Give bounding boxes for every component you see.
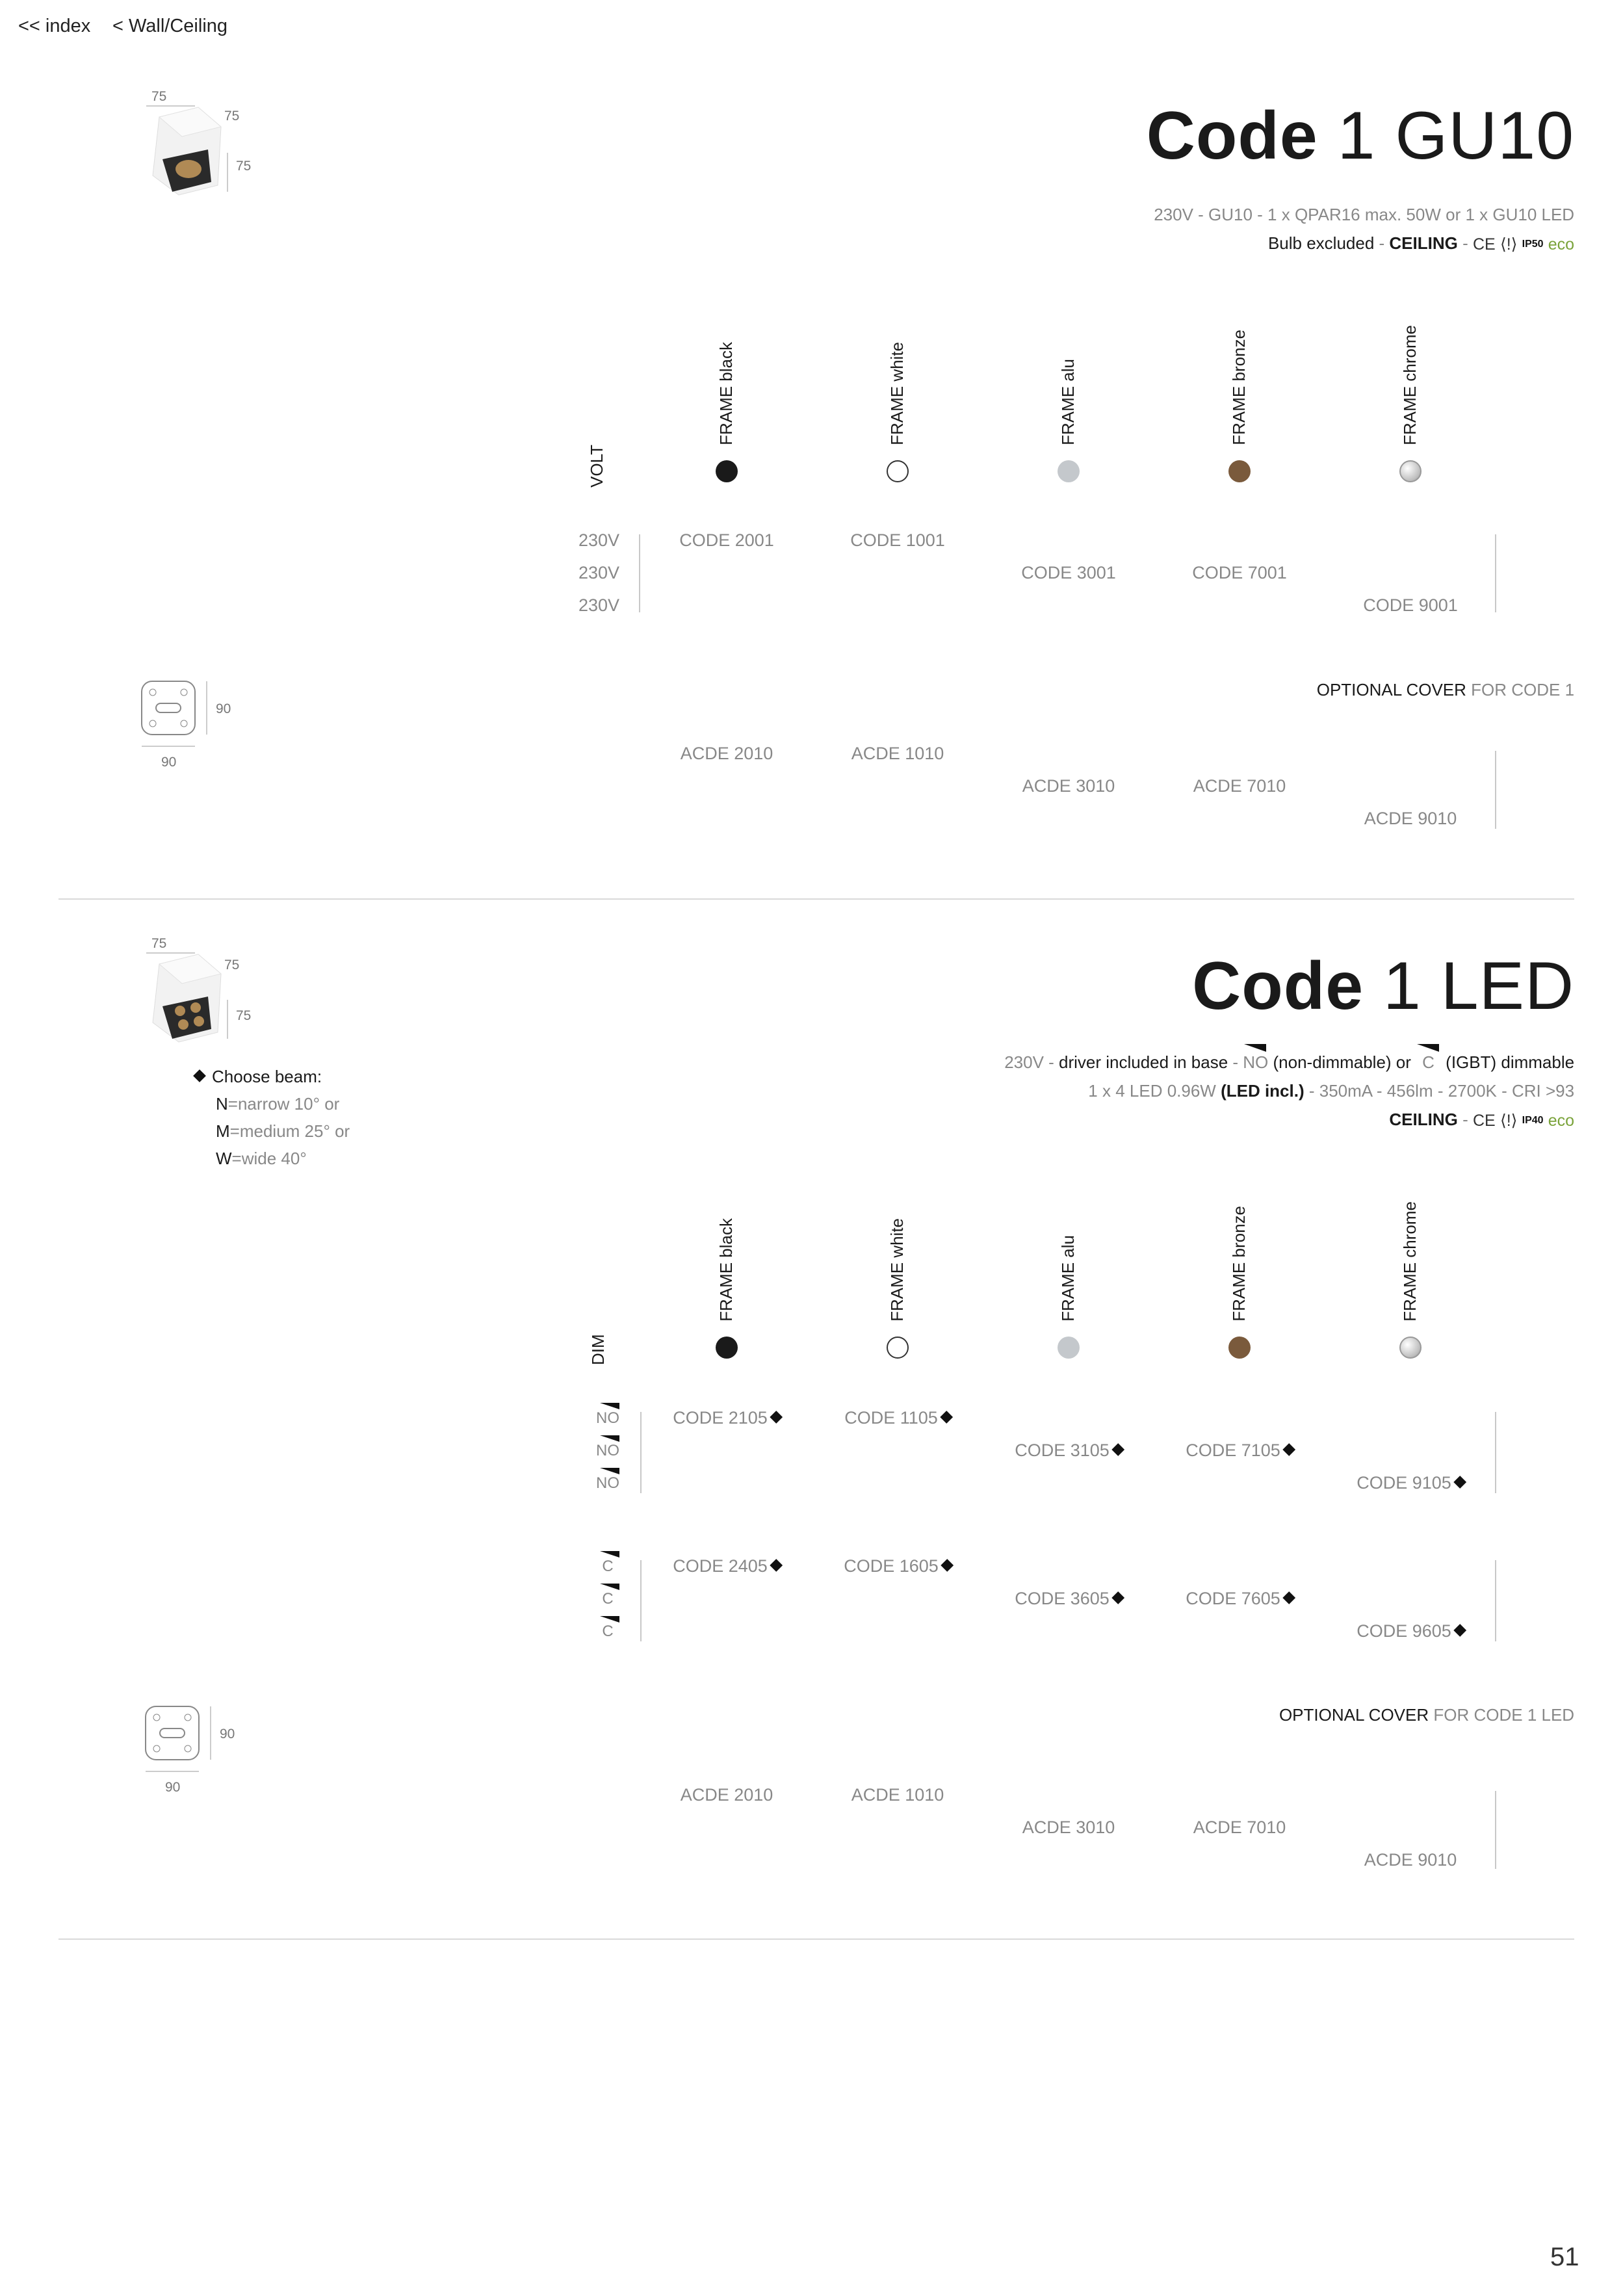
product-code[interactable]: CODE 9105 bbox=[1357, 1473, 1464, 1493]
index-link[interactable]: << index bbox=[18, 16, 91, 36]
cover-dim-h: 90 bbox=[216, 701, 231, 716]
frame-color-swatch[interactable] bbox=[716, 1337, 738, 1359]
cover-dim-h: 90 bbox=[220, 1727, 235, 1742]
volt-row-2: 230V bbox=[578, 563, 620, 582]
volt-row-3: 230V bbox=[578, 595, 620, 615]
product-code[interactable]: ACDE 1010 bbox=[851, 744, 944, 763]
product-code[interactable]: ACDE 3010 bbox=[1022, 776, 1115, 796]
dim-indicator-no: NO bbox=[595, 1468, 621, 1491]
product-code[interactable]: CODE 7605 bbox=[1186, 1589, 1293, 1609]
diamond-icon bbox=[940, 1411, 953, 1424]
optional-cover-label-led: OPTIONAL COVER FOR CODE 1 LED bbox=[1279, 1705, 1575, 1725]
product-image-led bbox=[133, 935, 263, 1052]
dim-header: DIM bbox=[588, 1334, 608, 1365]
section-divider-2 bbox=[58, 1938, 1574, 1940]
diamond-icon bbox=[941, 1559, 954, 1572]
cover-dim-w: 90 bbox=[161, 755, 177, 770]
beam-note: Choose beam: N=narrow 10° or M=medium 25° or W=wide 40° bbox=[195, 1063, 350, 1172]
spec-line-1: 230V - GU10 - 1 x QPAR16 max. 50W or 1 x GU10 LED bbox=[1154, 205, 1575, 224]
table-left-divider-c bbox=[640, 1560, 642, 1641]
product-code[interactable]: CODE 3605 bbox=[1015, 1589, 1123, 1609]
product-code[interactable]: CODE 3105 bbox=[1015, 1441, 1123, 1461]
product-code[interactable]: ACDE 2010 bbox=[680, 1785, 773, 1805]
product-code[interactable]: CODE 3001 bbox=[1021, 563, 1116, 582]
product-code[interactable]: CODE 1001 bbox=[850, 530, 945, 550]
frame-label: FRAME black bbox=[716, 342, 736, 445]
product-code[interactable]: ACDE 7010 bbox=[1193, 776, 1286, 796]
mount-type: CEILING bbox=[1389, 1110, 1458, 1129]
frame-color-swatch[interactable] bbox=[887, 1337, 909, 1359]
frame-label: FRAME bronze bbox=[1229, 330, 1249, 445]
frame-color-swatch[interactable] bbox=[887, 460, 909, 482]
class-warning-icon: ⟨!⟩ bbox=[1500, 1112, 1518, 1130]
non-dim-icon bbox=[1244, 1044, 1266, 1052]
eco-icon: eco bbox=[1548, 1112, 1575, 1130]
frame-color-swatch[interactable] bbox=[1399, 460, 1422, 482]
product-code[interactable]: ACDE 7010 bbox=[1193, 1818, 1286, 1837]
volt-row-1: 230V bbox=[578, 530, 620, 550]
frame-color-swatch[interactable] bbox=[1058, 1337, 1080, 1359]
product-code[interactable]: CODE 9605 bbox=[1357, 1621, 1464, 1641]
product-code[interactable]: CODE 7105 bbox=[1186, 1441, 1293, 1461]
cover-right-divider bbox=[1495, 751, 1496, 829]
bulb-excluded: Bulb excluded bbox=[1267, 233, 1375, 253]
frame-color-swatch[interactable] bbox=[1058, 460, 1080, 482]
product-code[interactable]: ACDE 9010 bbox=[1364, 1850, 1457, 1870]
spec-block-gu10: 230V - GU10 - 1 x QPAR16 max. 50W or 1 x GU10 LED Bulb excluded - CEILING - CE ⟨!⟩ IP50 eco bbox=[1154, 200, 1574, 259]
diamond-icon bbox=[770, 1411, 783, 1424]
diamond-icon bbox=[1282, 1443, 1295, 1456]
ip-rating-badge: IP50 bbox=[1522, 239, 1544, 250]
volt-header: VOLT bbox=[587, 445, 606, 488]
product-code[interactable]: CODE 2405 bbox=[673, 1556, 781, 1576]
product-code[interactable]: CODE 2105 bbox=[673, 1408, 781, 1428]
ip-rating-badge: IP40 bbox=[1522, 1115, 1544, 1127]
product-code[interactable]: ACDE 9010 bbox=[1364, 809, 1457, 828]
diamond-icon bbox=[1453, 1624, 1466, 1637]
spec-block-led: 230V - driver included in base - NO (non-dimmable) or C (IGBT) dimmable 1 x 4 LED 0.96W (LED incl.) - 350mA - 456lm - 2700K - CRI >93 CEILING - CE ⟨!⟩ IP40 eco bbox=[1004, 1048, 1574, 1135]
frame-color-swatch[interactable] bbox=[1228, 1337, 1251, 1359]
product-code[interactable]: ACDE 3010 bbox=[1022, 1818, 1115, 1837]
diamond-icon bbox=[1111, 1443, 1124, 1456]
cover-dim-w: 90 bbox=[165, 1780, 181, 1795]
dim-indicator-c: C bbox=[595, 1584, 621, 1607]
product-title-led: Code 1 LED bbox=[1192, 948, 1575, 1024]
dim-indicator-c: C bbox=[595, 1551, 621, 1574]
ce-mark-icon: CE bbox=[1472, 235, 1496, 254]
product-code[interactable]: CODE 7001 bbox=[1192, 563, 1287, 582]
category-link[interactable]: < Wall/Ceiling bbox=[112, 16, 228, 36]
dim-indicator-no: NO bbox=[595, 1435, 621, 1459]
product-code[interactable]: CODE 1105 bbox=[844, 1408, 951, 1428]
dimmable-icon bbox=[1417, 1044, 1439, 1052]
product-code[interactable]: ACDE 2010 bbox=[680, 744, 773, 763]
dim-h: 75 bbox=[236, 1008, 252, 1023]
product-image-gu10 bbox=[133, 88, 263, 205]
eco-icon: eco bbox=[1548, 235, 1575, 254]
frame-color-swatch[interactable] bbox=[716, 460, 738, 482]
dim-indicator-c: C bbox=[595, 1616, 621, 1639]
spec-line-1: 230V - driver included in base - NO (non-dimmable) or C (IGBT) dimmable bbox=[1004, 1048, 1574, 1076]
frame-label: FRAME white bbox=[887, 342, 907, 445]
cover-image-led bbox=[140, 1701, 254, 1799]
dim-d: 75 bbox=[224, 958, 240, 972]
dim-indicator-no: NO bbox=[595, 1403, 621, 1426]
cover-right-divider bbox=[1495, 1791, 1496, 1869]
table-right-divider bbox=[1495, 534, 1496, 612]
ce-mark-icon: CE bbox=[1472, 1112, 1496, 1130]
table-right-divider-no bbox=[1495, 1412, 1496, 1493]
class-warning-icon: ⟨!⟩ bbox=[1500, 235, 1518, 254]
frame-label: FRAME alu bbox=[1058, 1235, 1078, 1322]
table-left-divider bbox=[639, 534, 640, 612]
section-divider-1 bbox=[58, 898, 1574, 900]
frame-color-swatch[interactable] bbox=[1399, 1337, 1422, 1359]
table-right-divider-c bbox=[1495, 1560, 1496, 1641]
product-code[interactable]: CODE 1605 bbox=[844, 1556, 952, 1576]
cover-image-gu10 bbox=[136, 676, 250, 774]
frame-label: FRAME black bbox=[716, 1218, 736, 1322]
frame-label: FRAME alu bbox=[1058, 359, 1078, 445]
mount-type: CEILING bbox=[1389, 233, 1458, 253]
dim-d: 75 bbox=[224, 109, 240, 124]
diamond-icon bbox=[1111, 1591, 1124, 1604]
frame-color-swatch[interactable] bbox=[1228, 460, 1251, 482]
spec-line-2: 1 x 4 LED 0.96W (LED incl.) - 350mA - 456lm - 2700K - CRI >93 bbox=[1088, 1081, 1575, 1101]
dim-h: 75 bbox=[236, 159, 252, 174]
frame-label: FRAME chrome bbox=[1400, 1201, 1420, 1322]
table-left-divider-no bbox=[640, 1412, 642, 1493]
dim-w: 75 bbox=[151, 936, 167, 951]
frame-label: FRAME bronze bbox=[1229, 1206, 1249, 1322]
product-code[interactable]: CODE 9001 bbox=[1363, 595, 1458, 615]
product-code[interactable]: ACDE 1010 bbox=[851, 1785, 944, 1805]
diamond-icon bbox=[193, 1069, 206, 1082]
product-title-gu10: Code 1 GU10 bbox=[1146, 98, 1575, 174]
frame-label: FRAME white bbox=[887, 1218, 907, 1322]
page-number: 51 bbox=[1550, 2243, 1579, 2271]
frame-label: FRAME chrome bbox=[1400, 325, 1420, 445]
diamond-icon bbox=[770, 1559, 783, 1572]
dim-w: 75 bbox=[151, 89, 167, 104]
optional-cover-label-gu10: OPTIONAL COVER FOR CODE 1 bbox=[1316, 680, 1575, 699]
product-code[interactable]: CODE 2001 bbox=[679, 530, 774, 550]
diamond-icon bbox=[1453, 1476, 1466, 1489]
diamond-icon bbox=[1282, 1591, 1295, 1604]
